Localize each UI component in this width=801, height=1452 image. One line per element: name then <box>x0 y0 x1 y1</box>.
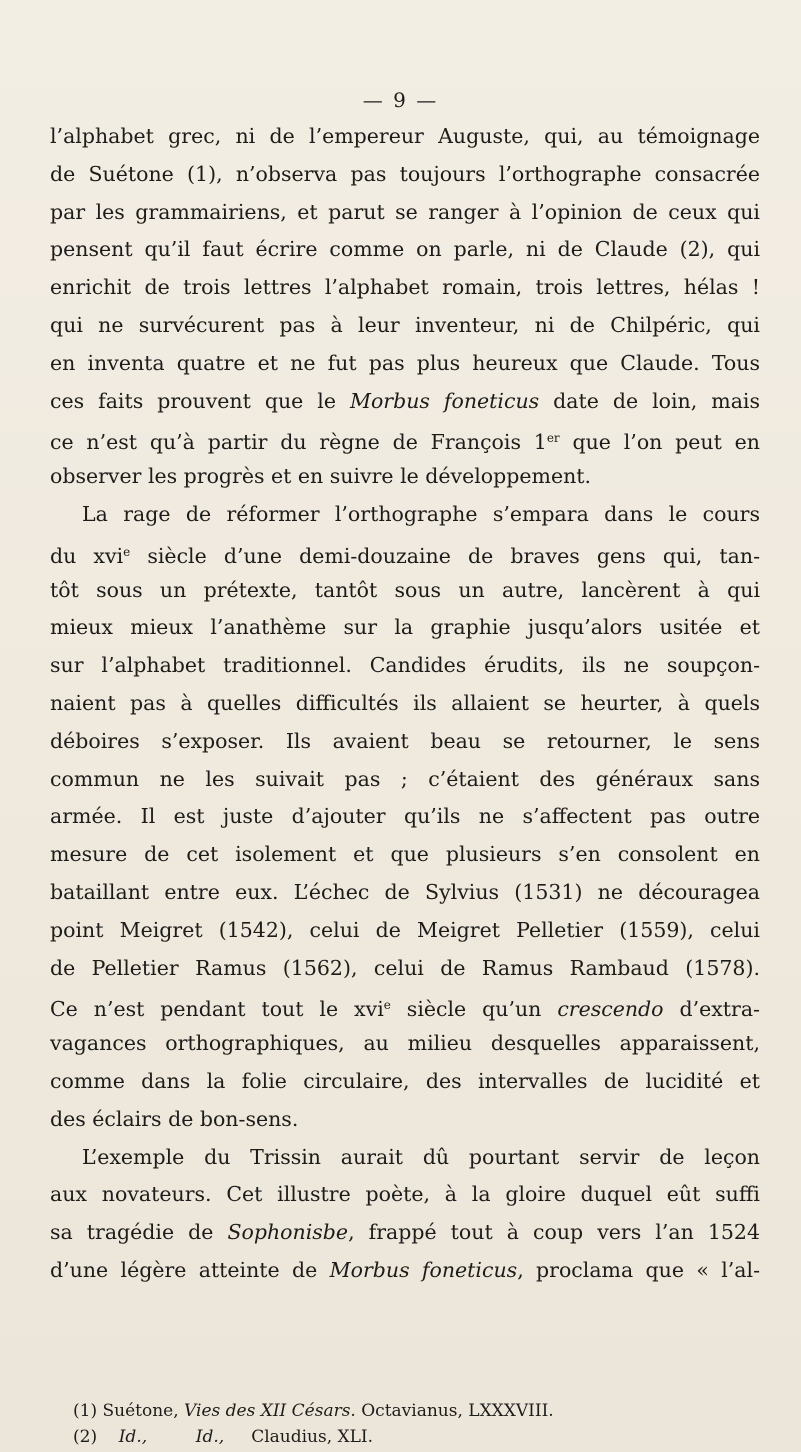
line-text: naient pas à quelles difficultés ils allaient se heurter, à quels <box>50 690 760 715</box>
line-text: d’extra- <box>663 997 760 1022</box>
text-line <box>50 534 760 572</box>
text-line <box>50 1139 760 1177</box>
line-text: , frappé tout à coup vers l’an 1524 <box>348 1220 760 1245</box>
italic-text: crescendo <box>557 997 664 1022</box>
superscript: e <box>383 998 391 1013</box>
line-text: de Suétone (1), n’observa pas toujours l’orthographe consacrée <box>50 161 760 186</box>
line-text: tôt sous un prétexte, tantôt sous un autre, lancèrent à qui <box>50 577 760 602</box>
footnote-2: (2) Id., Id., Claudius, XLI. <box>73 1427 374 1447</box>
body-text <box>50 118 760 1290</box>
text-line <box>50 383 760 421</box>
line-text: ce n’est qu’à partir du règne de François 1 <box>50 430 547 455</box>
line-text: sa tragédie de <box>50 1220 228 1245</box>
text-line <box>50 496 760 534</box>
text-line <box>50 231 760 269</box>
text-line <box>50 307 760 345</box>
line-text: comme dans la folie circulaire, des intervalles de lucidité et <box>50 1068 760 1093</box>
text-line <box>50 950 760 988</box>
line-text: date de loin, mais <box>539 388 761 413</box>
italic-text: Morbus foneticus <box>329 1257 518 1282</box>
text-line <box>50 836 760 874</box>
text-line <box>50 458 760 496</box>
line-text: sur l’alphabet traditionnel. Candides érudits, ils ne soupçon- <box>50 653 760 678</box>
text-line <box>50 1063 760 1101</box>
line-text: aux novateurs. Cet illustre poète, à la gloire duquel eût suffi <box>50 1182 760 1207</box>
footnotes <box>73 1398 693 1450</box>
text-line <box>50 194 760 232</box>
text-line <box>50 572 760 610</box>
line-text: bataillant entre eux. L’échec de Sylvius (1531) ne découragea <box>50 879 760 904</box>
line-text: point Meigret (1542), celui de Meigret Pelletier (1559), celui <box>50 917 760 942</box>
text-line <box>50 1252 760 1290</box>
text-line <box>50 118 760 156</box>
line-text: mesure de cet isolement et que plusieurs s’en consolent en <box>50 842 760 867</box>
text-line <box>50 1176 760 1214</box>
line-text: de Pelletier Ramus (1562), celui de Ramus Rambaud (1578). <box>50 955 760 980</box>
line-text: commun ne les suivait pas ; c’étaient des généraux sans <box>50 766 760 791</box>
line-text: enrichit de trois lettres l’alphabet romain, trois lettres, hélas ! <box>50 275 760 300</box>
line-text: pensent qu’il faut écrire comme on parle, ni de Claude (2), qui <box>50 237 760 262</box>
line-text: L’exemple du Trissin aurait dû pourtant servir de leçon <box>82 1144 760 1169</box>
text-line <box>50 761 760 799</box>
footnote-1: (1) Suétone, Vies des XII Césars. Octavianus, LXXXVIII. <box>73 1401 554 1421</box>
superscript: er <box>546 431 560 446</box>
text-line <box>50 269 760 307</box>
line-text: vagances orthographiques, au milieu desquelles apparaissent, <box>50 1031 760 1056</box>
line-text: La rage de réformer l’orthographe s’empara dans le cours <box>82 501 760 526</box>
line-text: observer les progrès et en suivre le développement. <box>50 464 592 489</box>
line-text: qui ne survécurent pas à leur inventeur, ni de Chilpéric, qui <box>50 312 760 337</box>
line-text: mieux mieux l’anathème sur la graphie jusqu’alors usitée et <box>50 615 760 640</box>
page-number: — 9 — <box>362 88 439 112</box>
superscript: e <box>123 544 131 559</box>
text-line <box>50 1101 760 1139</box>
text-line <box>50 874 760 912</box>
line-text: siècle qu’un <box>390 997 558 1022</box>
line-text: Ce n’est pendant tout le xvi <box>50 997 384 1022</box>
line-text: déboires s’exposer. Ils avaient beau se retourner, le sens <box>50 728 760 753</box>
line-text: des éclairs de bon-sens. <box>50 1106 299 1131</box>
line-text: du xvi <box>50 543 124 568</box>
line-text: l’alphabet grec, ni de l’empereur Auguste, qui, au témoignage <box>50 124 760 148</box>
line-text: ces faits prouvent que le <box>50 388 350 413</box>
line-text: siècle d’une demi-douzaine de braves gens qui, tan- <box>130 543 761 568</box>
text-line <box>50 345 760 383</box>
text-line <box>50 420 760 458</box>
text-line <box>50 987 760 1025</box>
text-line <box>50 1025 760 1063</box>
line-text: par les grammairiens, et parut se ranger à l’opinion de ceux qui <box>50 199 760 224</box>
line-text: d’une légère atteinte de <box>50 1257 330 1282</box>
text-line <box>50 798 760 836</box>
text-line <box>50 723 760 761</box>
text-line <box>50 156 760 194</box>
line-text: que l’on peut en <box>559 430 760 455</box>
line-text: en inventa quatre et ne fut pas plus heureux que Claude. Tous <box>50 350 760 375</box>
line-text: , proclama que « l’al- <box>517 1257 760 1282</box>
text-line <box>50 912 760 950</box>
text-line <box>50 1214 760 1252</box>
italic-text: Morbus foneticus <box>349 388 540 413</box>
italic-text: Sophonisbe <box>227 1220 349 1245</box>
line-text: armée. Il est juste d’ajouter qu’ils ne s’affectent pas outre <box>50 804 760 829</box>
text-line <box>50 647 760 685</box>
text-line <box>50 685 760 723</box>
text-line <box>50 609 760 647</box>
